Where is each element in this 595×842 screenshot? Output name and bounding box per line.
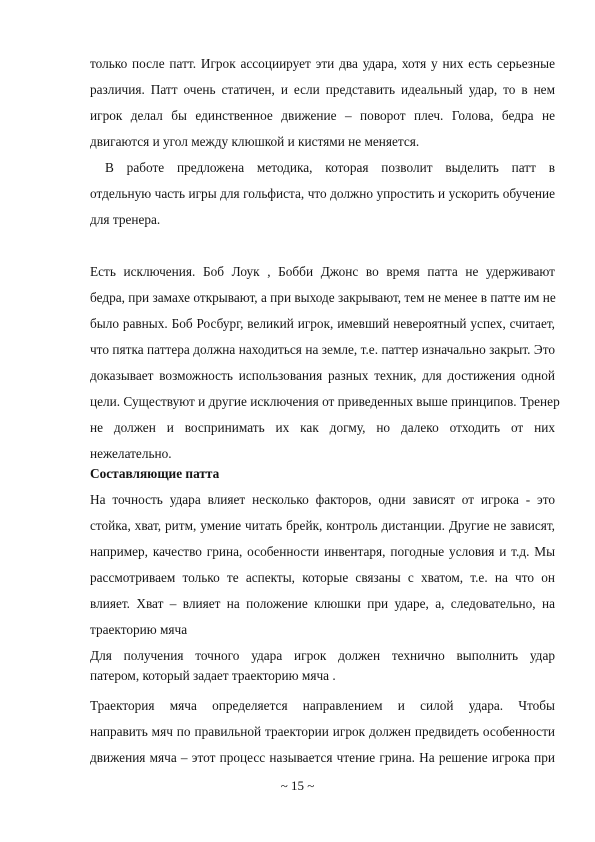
text-line: Есть исключения. Боб Лоук , Бобби Джонс во время патта не удерживают: [90, 264, 555, 279]
section-heading: Составляющие патта: [90, 466, 220, 481]
text-line: например, качество грина, особенности инвентаря, погодные условия и т.д. Мы: [90, 544, 555, 559]
text-line: не должен и воспринимать их как догму, но далеко отходить от них: [90, 420, 555, 435]
text-line: только после патт. Игрок ассоциирует эти два удара, хотя у них есть серьезные: [90, 56, 555, 71]
text-line: направить мяч по правильной траектории игрок должен предвидеть особенности: [90, 724, 555, 739]
text-line: рассмотриваем только те аспекты, которые связаны с хватом, т.е. на что он: [90, 570, 555, 585]
text-line: патером, который задает траекторию мяча .: [90, 668, 336, 683]
text-line: стойка, хват, ритм, умение читать брейк, контроль дистанции. Другие не зависят,: [90, 518, 555, 533]
text-line: цели. Существуют и другие исключения от приведенных выше принципов. Тренер: [90, 394, 560, 409]
text-line: двигаются и угол между клюшкой и кистями не меняется.: [90, 134, 420, 149]
text-line: бедра, при замахе открывают, а при выходе закрывают, тем не менее в патте им не: [90, 290, 556, 305]
text-line: влияет. Хват – влияет на положение клюшки при ударе, а, следовательно, на: [90, 596, 555, 611]
text-line: Для получения точного удара игрок должен технично выполнить удар: [90, 648, 555, 663]
text-line: траекторию мяча: [90, 622, 188, 637]
text-line: нежелательно.: [90, 446, 172, 461]
page-number: ~ 15 ~: [280, 778, 315, 793]
text-line: движения мяча – этот процесс называется чтение грина. На решение игрока при: [90, 750, 555, 765]
text-line: было равных. Боб Росбург, великий игрок, имевший невероятный успех, считает,: [90, 316, 555, 331]
text-line: различия. Патт очень статичен, и если представить идеальный удар, то в нем: [90, 82, 555, 97]
text-line: На точность удара влияет несколько факторов, одни зависят от игрока - это: [90, 492, 555, 507]
text-line: Траектория мяча определяется направлением и силой удара. Чтобы: [90, 698, 555, 713]
text-line: отдельную часть игры для гольфиста, что должно упростить и ускорить обучение: [90, 186, 555, 201]
text-line: доказывает возможность использования разных техник, для достижения одной: [90, 368, 555, 383]
text-line: для тренера.: [90, 212, 161, 227]
text-line: игрок делал бы единственное движение – поворот плеч. Голова, бедра не: [90, 108, 555, 123]
text-line: что пятка паттера должна находиться на земле, т.е. паттер изначально закрыт. Это: [90, 342, 555, 357]
text-line: В работе предложена методика, которая позволит выделить патт в: [105, 160, 555, 175]
